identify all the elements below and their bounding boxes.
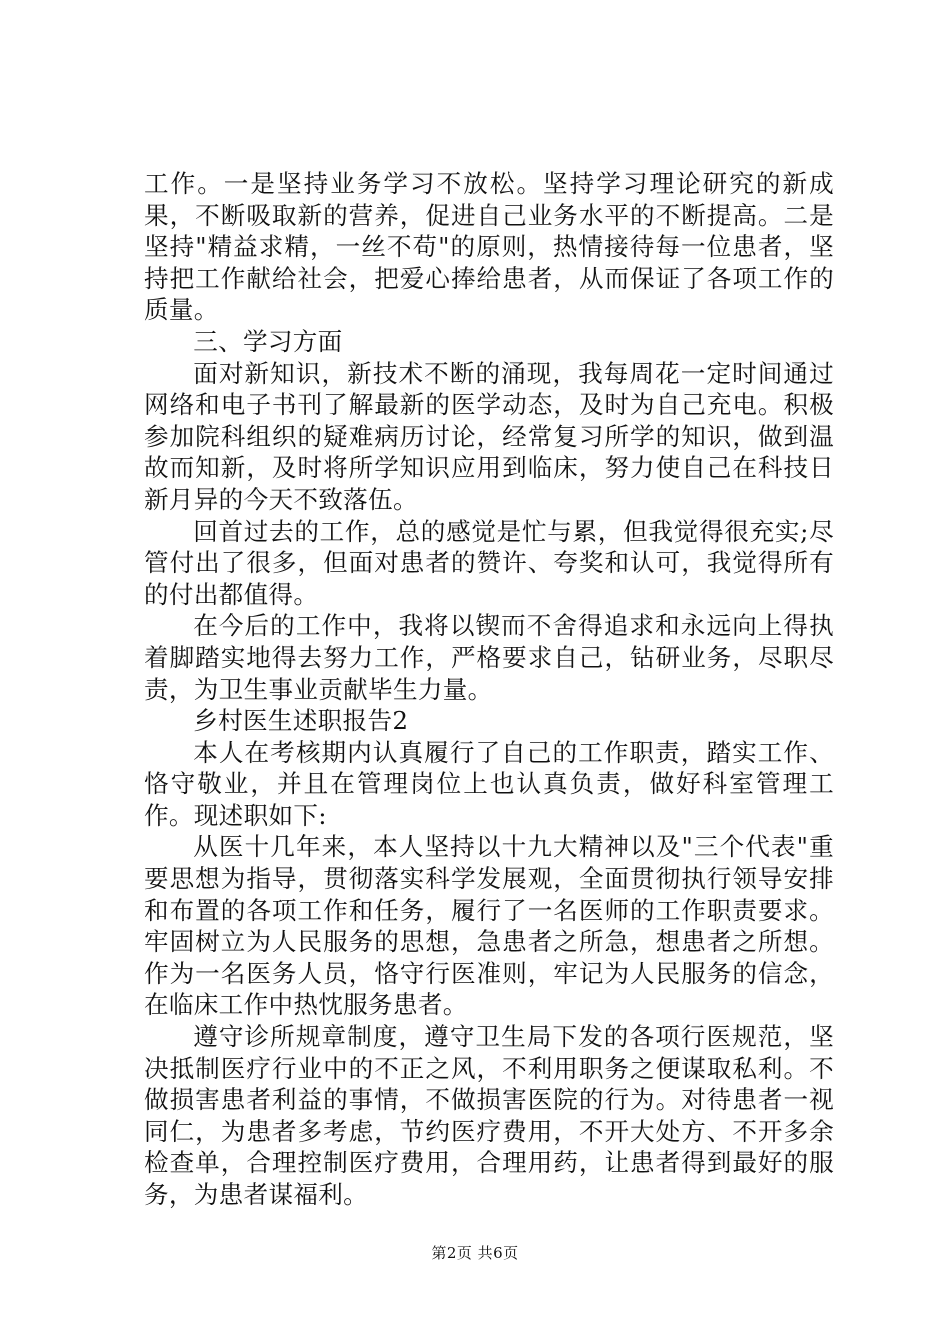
document-body (144, 168, 834, 1211)
paragraph-continuation: 工作。一是坚持业务学习不放松。坚持学习理论研究的新成果，不断吸取新的营养，促进自己业务水平的不断提高。二是坚持"精益求精，一丝不苟"的原则，热情接待每一位患者，坚持把工作献给社会，把爱心捧给患者，从而保证了各项工作的质量。 (144, 169, 834, 325)
paragraph-guidance: 从医十几年来，本人坚持以十九大精神以及"三个代表"重要思想为指导，贯彻落实科学发展观，全面贯彻执行领导安排和布置的各项工作和任务，履行了一名医师的工作职责要求。牢固树立为人民服务的思想，急患者之所急，想患者之所想。作为一名医务人员，恪守行医准则，牢记为人民服务的信念，在临床工作中热忱服务患者。 (144, 832, 834, 1020)
report-title-2: 乡村医生述职报告2 (193, 706, 409, 736)
paragraph-study: 面对新知识，新技术不断的涌现，我每周花一定时间通过网络和电子书刊了解最新的医学动态，及时为自己充电。积极参加院科组织的疑难病历讨论，经常复习所学的知识，做到温故而知新，及时将所学知识应用到临床，努力使自己在科技日新月异的今天不致落伍。 (144, 358, 834, 514)
paragraph-intro: 本人在考核期内认真履行了自己的工作职责，踏实工作、恪守敬业，并且在管理岗位上也认真负责，做好科室管理工作。现述职如下: (144, 737, 834, 830)
paragraph-review: 回首过去的工作，总的感觉是忙与累，但我觉得很充实;尽管付出了很多，但面对患者的赞许、夸奖和认可，我觉得所有的付出都值得。 (144, 516, 834, 609)
section-heading-study: 三、学习方面 (193, 326, 343, 356)
page-footer: 第2页 共6页 (431, 1244, 519, 1262)
paragraph-future: 在今后的工作中，我将以锲而不舍得追求和永远向上得执着脚踏实地得去努力工作，严格要求自己，钻研业务，尽职尽责，为卫生事业贡献毕生力量。 (144, 611, 834, 704)
paragraph-rules: 遵守诊所规章制度，遵守卫生局下发的各项行医规范，坚决抵制医疗行业中的不正之风，不利用职务之便谋取私利。不做损害患者利益的事情，不做损害医院的行为。对待患者一视同仁，为患者多考虑，节约医疗费用，不开大处方、不开多余检查单，合理控制医疗费用，合理用药，让患者得到最好的服务，为患者谋福利。 (144, 1022, 834, 1209)
